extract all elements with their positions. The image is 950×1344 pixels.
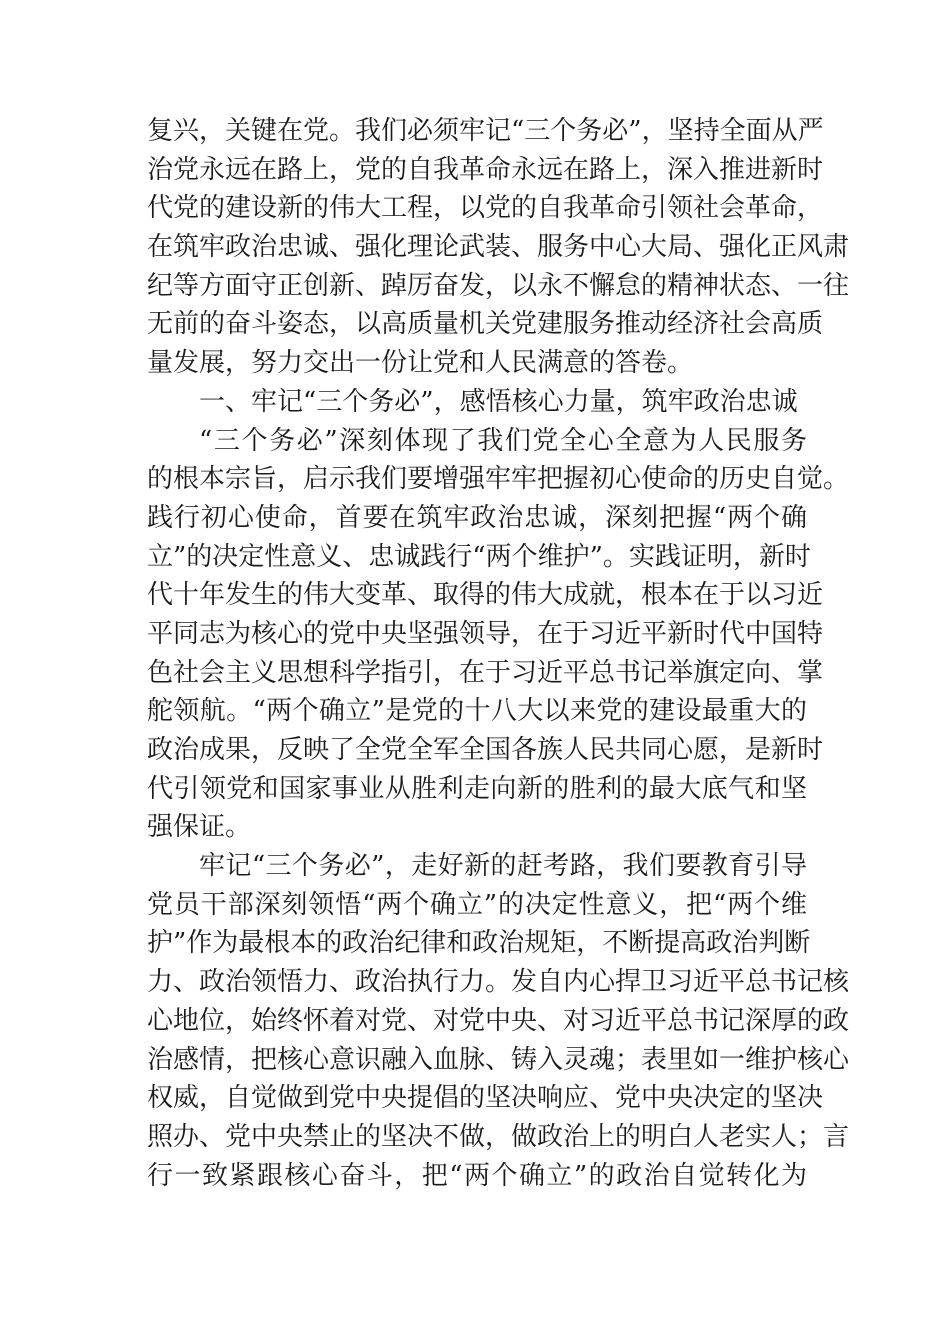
text-line: 政治成果，反映了全党全军全国各族人民共同心愿，是新时 <box>147 735 824 765</box>
text-line: 治感情，把核心意识融入血脉、铸入灵魂；表里如一维护核心 <box>147 1044 850 1075</box>
text-line: 心地位，始终怀着对党、对党中央、对习近平总书记深厚的政 <box>147 1005 850 1036</box>
text-line: 践行初心使命，首要在筑牢政治忠诚，深刻把握“两个确 <box>147 502 807 533</box>
text-line: 照办、党中央禁止的坚决不做，做政治上的明白人老实人；言 <box>147 1121 850 1152</box>
text-line: 代党的建设新的伟大工程，以党的自我革命引领社会革命， <box>147 193 824 224</box>
text-line: 力、政治领悟力、政治执行力。发自内心捍卫习近平总书记核 <box>147 967 850 998</box>
text-line: 牢记“三个务必”，走好新的赶考路，我们要教育引导 <box>199 851 807 882</box>
text-line: 护”作为最根本的政治纪律和政治规矩，不断提高政治判断 <box>147 928 811 959</box>
text-line: 在筑牢政治忠诚、强化理论武装、服务中心大局、强化正风肃 <box>147 232 850 263</box>
text-line: 复兴，关键在党。我们必须牢记“三个务必”，坚持全面从严 <box>147 116 824 146</box>
text-line: 无前的奋斗姿态，以高质量机关党建服务推动经济社会高质 <box>147 309 824 340</box>
text-line: 色社会主义思想科学指引，在于习近平总书记举旗定向、掌 <box>147 657 824 688</box>
text-line: 立”的决定性意义、忠诚践行“两个维护”。实践证明，新时 <box>147 541 811 572</box>
text-line: 的根本宗旨，启示我们要增强牢牢把握初心使命的历史自觉。 <box>147 464 850 495</box>
section-heading: 一、牢记“三个务必”，感悟核心力量，筑牢政治忠诚 <box>199 386 798 417</box>
text-line: 平同志为核心的党中央坚强领导，在于习近平新时代中国特 <box>147 618 824 649</box>
text-line: 权威，自觉做到党中央提倡的坚决响应、党中央决定的坚决 <box>147 1083 824 1114</box>
text-line: 强保证。 <box>147 812 252 843</box>
text-line: 行一致紧跟核心奋斗，把“两个确立”的政治自觉转化为 <box>147 1160 807 1191</box>
text-line: “三个务必”深刻体现了我们党全心全意为人民服务 <box>199 425 807 456</box>
text-line: 党员干部深刻领悟“两个确立”的决定性意义，把“两个维 <box>147 889 807 920</box>
text-line: 治党永远在路上，党的自我革命永远在路上，深入推进新时 <box>147 154 824 185</box>
text-line: 纪等方面守正创新、踔厉奋发，以永不懈怠的精神状态、一往 <box>147 270 850 301</box>
text-line: 代十年发生的伟大变革、取得的伟大成就，根本在于以习近 <box>147 580 824 611</box>
text-line: 量发展，努力交出一份让党和人民满意的答卷。 <box>147 348 694 379</box>
document-body <box>147 112 850 1195</box>
text-line: 舵领航。“两个确立”是党的十八大以来党的建设最重大的 <box>147 696 807 727</box>
text-line: 代引领党和国家事业从胜利走向新的胜利的最大底气和坚 <box>147 773 807 804</box>
